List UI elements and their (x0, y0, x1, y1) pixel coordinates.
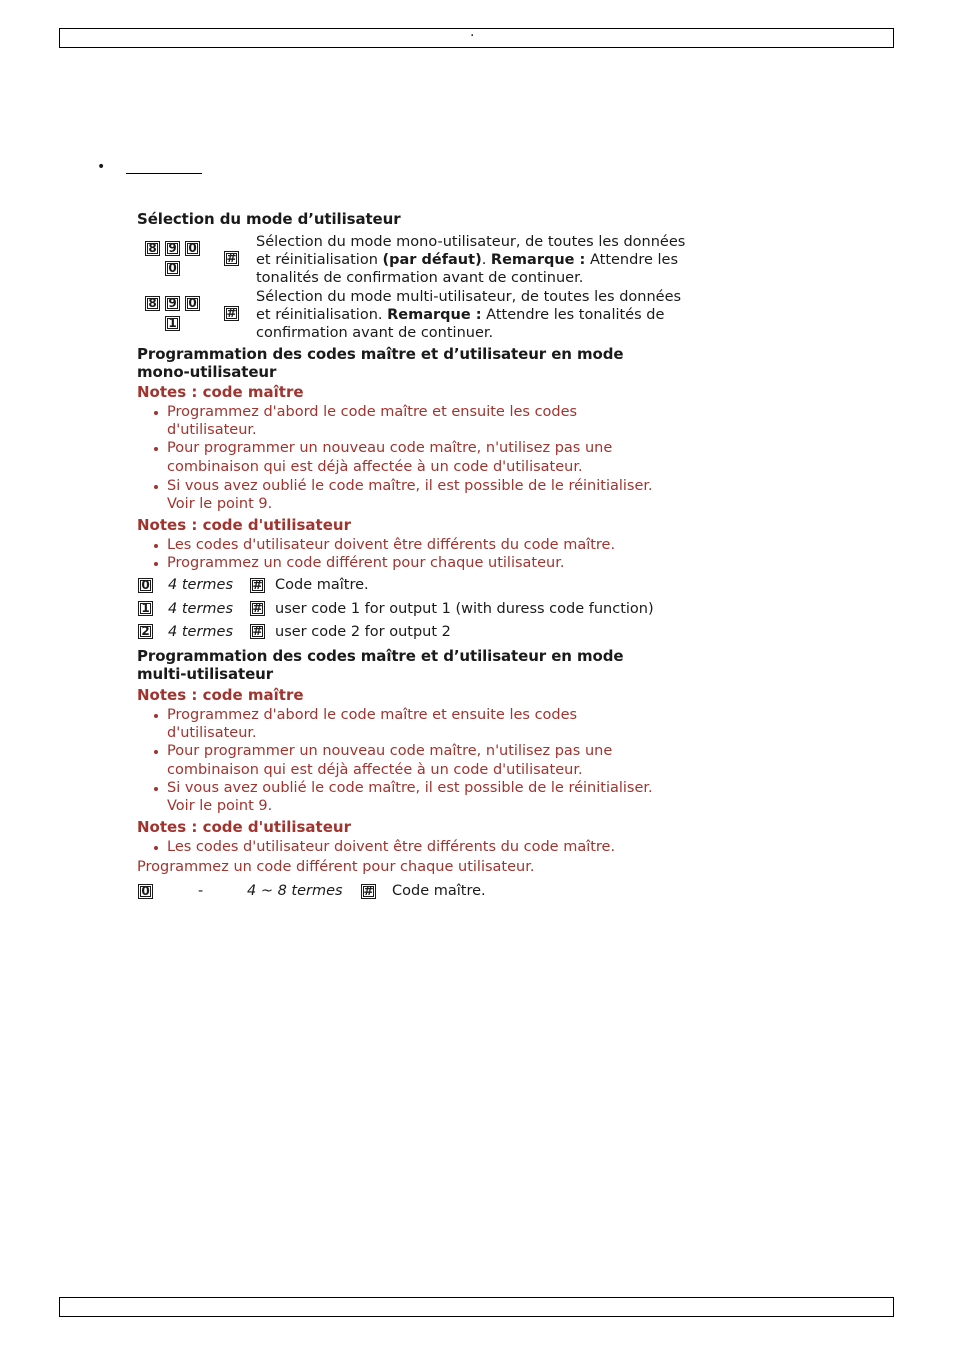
bullet-dot (154, 714, 158, 718)
desc-text: Attendre les (585, 252, 678, 268)
note-line: Pour programmer un nouveau code maître, n'utilisez pas une (167, 440, 613, 456)
key-0: 0 (185, 296, 200, 311)
code-terms: 4 termes (168, 577, 234, 593)
header-mark: . (470, 24, 475, 40)
desc-text: et réinitialisation. (256, 307, 388, 323)
desc-line: Sélection du mode multi-utilisateur, de toutes les données (256, 289, 682, 305)
key-hash: # (224, 251, 239, 266)
key-0: 0 (185, 241, 200, 256)
bullet-dot (154, 485, 158, 489)
mode-multi-description (256, 288, 681, 342)
bullet-dot (154, 411, 158, 415)
section2-title-line2: mono-utilisateur (137, 363, 277, 381)
section3-title-line2: multi-utilisateur (137, 665, 274, 683)
desc-line: tonalités de confirmation avant de continuer. (256, 270, 584, 286)
desc-bold: Remarque : (490, 252, 586, 268)
desc-line: Sélection du mode mono-utilisateur, de toutes les données (256, 234, 686, 250)
section1-title: Sélection du mode d’utilisateur (137, 210, 401, 228)
section3-title-line1: Programmation des codes maître et d’utilisateur en mode (137, 647, 624, 665)
desc-bold: (par défaut) (382, 252, 482, 268)
notes-master-title: Notes : code maître (137, 686, 304, 704)
bullet-dot (154, 544, 158, 548)
code-description: Code maître. (392, 883, 486, 899)
note-line: d'utilisateur. (167, 422, 257, 438)
note-line: Si vous avez oublié le code maître, il est possible de le réinitialiser. (167, 780, 653, 796)
key-0: 0 (138, 884, 153, 899)
notes-user-title: Notes : code d'utilisateur (137, 516, 351, 534)
bullet-dot (154, 447, 158, 451)
code-description: user code 1 for output 1 (with duress code function) (275, 601, 654, 617)
note-line: Programmez d'abord le code maître et ensuite les codes (167, 404, 578, 420)
desc-bold: Remarque : (387, 307, 482, 323)
key-hash: # (224, 306, 239, 321)
note-line: Pour programmer un nouveau code maître, n'utilisez pas une (167, 743, 613, 759)
intro-bullet: • (97, 159, 106, 175)
note-line: d'utilisateur. (167, 725, 257, 741)
key-hash: # (250, 624, 265, 639)
note-line: Les codes d'utilisateur doivent être différents du code maître. (167, 839, 616, 855)
key-2: 2 (138, 624, 153, 639)
note-line: Si vous avez oublié le code maître, il est possible de le réinitialiser. (167, 478, 653, 494)
note-line: combinaison qui est déjà affectée à un code d'utilisateur. (167, 459, 583, 475)
bullet-dot (154, 787, 158, 791)
code-dash: - (198, 883, 204, 899)
note-line: Les codes d'utilisateur doivent être différents du code maître. (167, 537, 616, 553)
page-footer-box (59, 1297, 894, 1317)
intro-bullet-underline (126, 173, 202, 174)
key-1: 1 (138, 601, 153, 616)
key-8: 8 (145, 296, 160, 311)
note-line: Voir le point 9. (167, 798, 273, 814)
code-terms: 4 termes (168, 624, 234, 640)
key-9: 9 (165, 296, 180, 311)
key-8: 8 (145, 241, 160, 256)
code-terms: 4 ~ 8 termes (247, 883, 343, 899)
note-line: Voir le point 9. (167, 496, 273, 512)
section2-title-line1: Programmation des codes maître et d’utilisateur en mode (137, 345, 624, 363)
note-line-plain: Programmez un code différent pour chaque utilisateur. (137, 859, 535, 875)
code-description: user code 2 for output 2 (275, 624, 451, 640)
key-0: 0 (138, 578, 153, 593)
desc-text: et réinitialisation (256, 252, 383, 268)
note-line: combinaison qui est déjà affectée à un code d'utilisateur. (167, 762, 583, 778)
key-9: 9 (165, 241, 180, 256)
note-line: Programmez un code différent pour chaque utilisateur. (167, 555, 565, 571)
bullet-dot (154, 846, 158, 850)
key-hash: # (250, 578, 265, 593)
page-header-box (59, 24, 894, 48)
desc-line: confirmation avant de continuer. (256, 325, 494, 341)
key-hash: # (250, 601, 265, 616)
desc-line (256, 251, 685, 269)
notes-user-title: Notes : code d'utilisateur (137, 818, 351, 836)
code-description: Code maître. (275, 577, 369, 593)
desc-text: Attendre les tonalités de (481, 307, 665, 323)
notes-master-title: Notes : code maître (137, 383, 304, 401)
key-1: 1 (165, 316, 180, 331)
code-terms: 4 termes (168, 601, 234, 617)
bullet-dot (154, 562, 158, 566)
desc-text: . (481, 252, 491, 268)
bullet-dot (154, 750, 158, 754)
note-line: Programmez d'abord le code maître et ensuite les codes (167, 707, 578, 723)
desc-line (256, 306, 681, 324)
mode-mono-description (256, 233, 685, 287)
key-0: 0 (165, 261, 180, 276)
key-hash: # (361, 884, 376, 899)
